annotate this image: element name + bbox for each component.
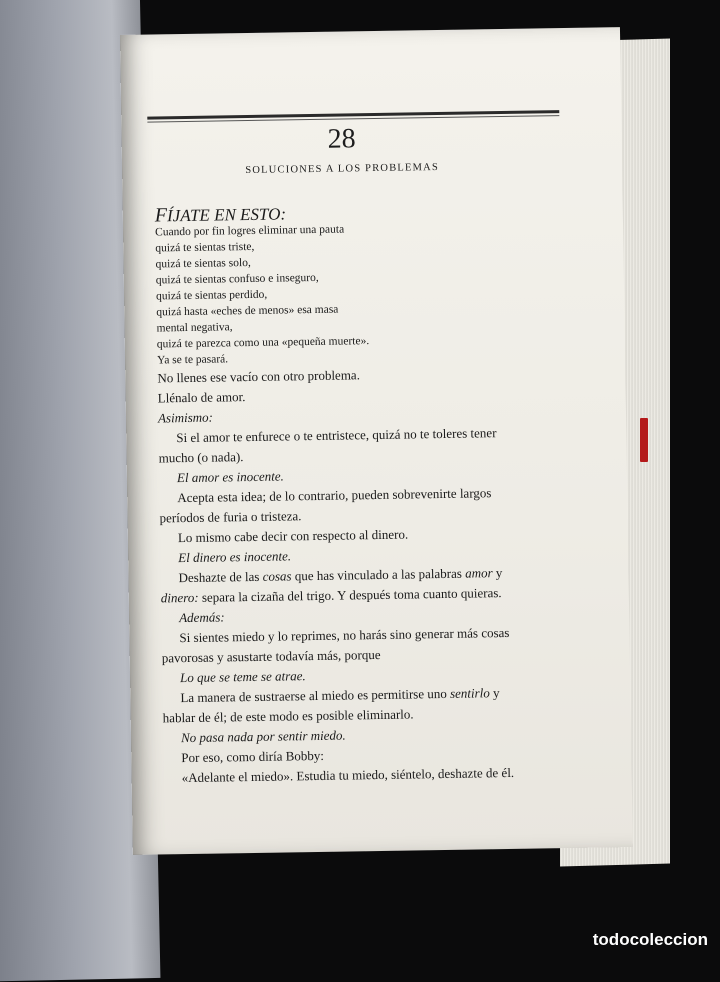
verse-line: Ya se te pasará. — [157, 353, 229, 367]
paragraph-line: La manera de sustraerse al miedo es permitirse uno sentirlo y — [180, 685, 500, 706]
watermark-logo: todocoleccion — [592, 930, 708, 949]
paragraph-line: Deshazte de las cosas que has vinculado a las palabras amor y — [178, 565, 503, 586]
emphasis-line: El dinero es inocente. — [178, 548, 292, 566]
verse-line: Cuando por fin logres eliminar una pauta — [155, 223, 345, 239]
emphasis-line: No pasa nada por sentir miedo. — [180, 727, 346, 746]
verse-line: quizá te sientas triste, — [155, 240, 255, 255]
paragraph-line: pavorosas y asustarte todavía más, porque — [161, 646, 381, 666]
verse-line: quizá te sientas solo, — [155, 256, 251, 271]
paragraph-line: Acepta esta idea; de lo contrario, pueden sobrevenirte largos — [177, 485, 492, 506]
header-rule — [147, 110, 559, 119]
paragraph-line: Por eso, como diría Bobby: — [181, 747, 325, 766]
book-page — [120, 27, 633, 855]
emphasis-line: Lo que se teme se atrae. — [179, 668, 306, 686]
emphasis-line: El amor es inocente. — [176, 468, 284, 486]
verse-line: quizá te sientas perdido, — [156, 288, 268, 303]
verse-line: mental negativa, — [156, 321, 233, 335]
subheading-asimismo: Asimismo: — [157, 409, 214, 426]
paragraph-line: hablar de él; de este modo es posible eliminarlo. — [162, 706, 414, 726]
paragraph-line: dinero: separa la cizaña del trigo. Y después toma cuanto quieras. — [160, 585, 502, 606]
section-heading: FÍJATE EN ESTO: — [154, 204, 287, 227]
paragraph-line: Si sientes miedo y lo reprimes, no harás sino generar más cosas — [179, 624, 510, 646]
verse-line: No llenes ese vacío con otro problema. — [157, 367, 360, 386]
paragraph-line: Si el amor te enfurece o te entristece, quizá no te toleres tener — [176, 425, 497, 446]
paragraph-line: «Adelante el miedo». Estudia tu miedo, siéntelo, deshazte de él. — [181, 764, 515, 786]
verse-line: Llénalo de amor. — [157, 389, 246, 406]
paragraph-line: mucho (o nada). — [158, 449, 244, 466]
chapter-title: SOLUCIONES A LOS PROBLEMAS — [245, 162, 440, 177]
page-body — [155, 198, 574, 788]
verse-line: quizá hasta «eches de menos» esa masa — [156, 303, 339, 319]
chapter-number: 28 — [327, 123, 356, 155]
bookmark-ribbon — [640, 418, 648, 462]
verse-line: quizá te parezca como una «pequeña muerte». — [156, 335, 370, 351]
verse-line: quizá te sientas confuso e inseguro, — [155, 271, 319, 287]
paragraph-line: períodos de furia o tristeza. — [159, 508, 302, 526]
paragraph-line: Lo mismo cabe decir con respecto al dinero. — [177, 526, 409, 546]
subheading-ademas: Además: — [179, 609, 225, 626]
